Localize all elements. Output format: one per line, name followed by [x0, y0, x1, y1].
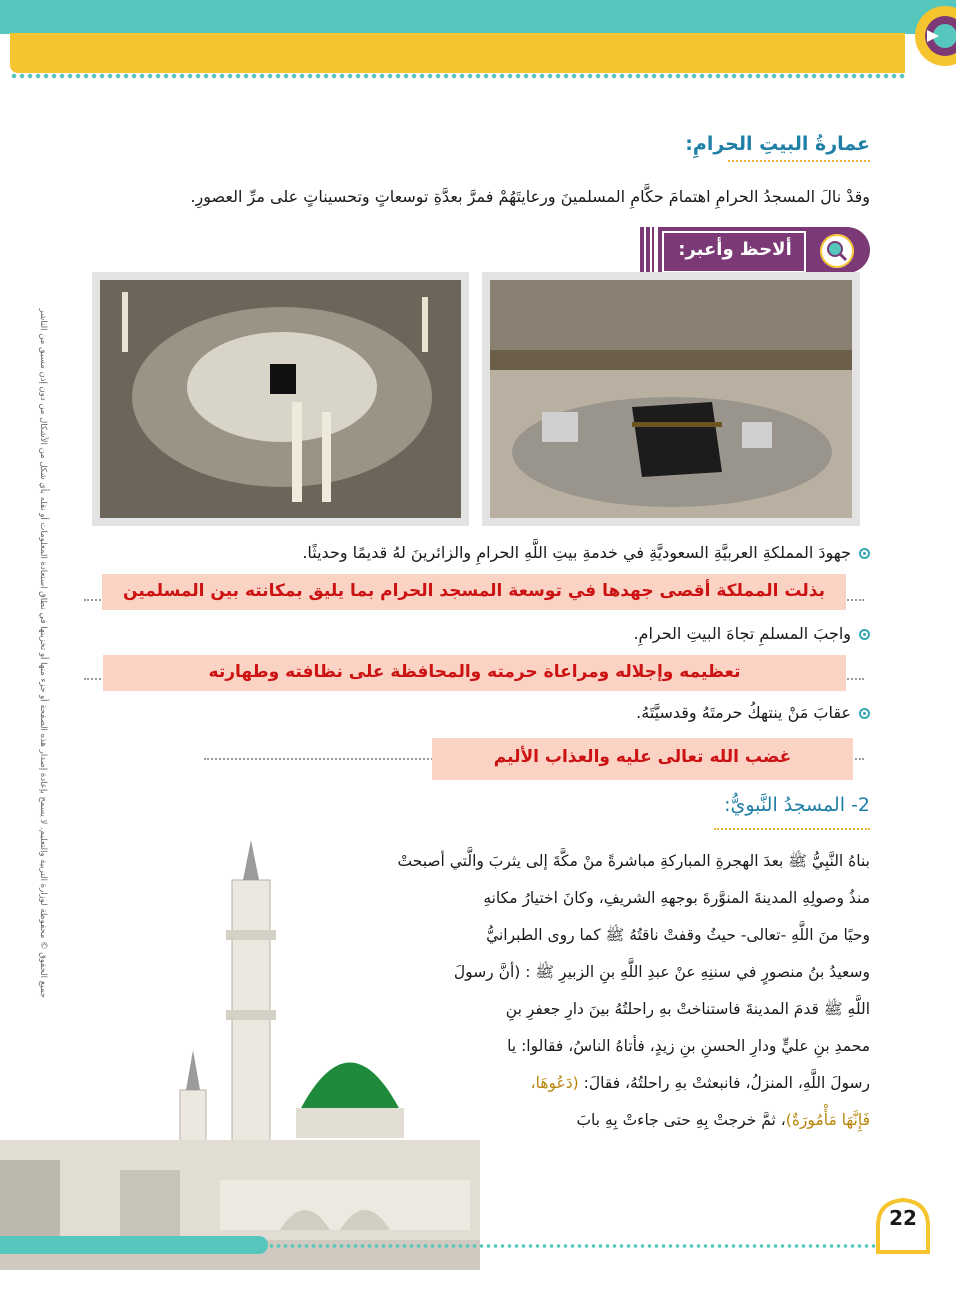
paragraph-line: اللَّهِ ﷺ قدمَ المدينةَ فاستناختْ بهِ راحلتُهُ بينَ دارِ جعفرِ بنِ — [505, 1000, 870, 1018]
bullet-text: عقابَ مَنْ ينتهكُ حرمتَهُ وقدسيَّتَهُ. — [636, 703, 851, 722]
page-number: 22 — [889, 1206, 917, 1230]
paragraph-line: وحيًا منَ اللَّهِ -تعالى- حيثُ وقفتْ ناقتُهُ ﷺ كما روى الطبرانيُّ — [486, 926, 870, 944]
answer-box: بذلت المملكة أقصى جهدها في توسعة المسجد الحرام بما يليق بمكانته بين المسلمين — [102, 574, 846, 610]
paragraph-text: رسولَ اللَّهِ، المنزلُ، فانبعثتْ بهِ راحلتُهُ، فقالَ: — [583, 1074, 870, 1092]
paragraph-line: منذُ وصولِهِ المدينةَ المنوَّرةَ بوجههِ الشريفِ، وكانَ اختيارُ مكانهِ — [483, 889, 870, 907]
paragraph-text: ، ثمَّ خرجتْ بِهِ حتى جاءتْ بِهِ بابَ — [576, 1111, 786, 1129]
intro-paragraph: وقدْ نالَ المسجدُ الحرامِ اهتمامَ حكَّامِ المسلمينَ ورعايتَهُمْ فمرَّ بعدَّةِ توسعاتٍ وتحسيناتٍ على مرِّ العصورِ. — [190, 187, 870, 206]
bullet-circle-icon — [859, 708, 870, 719]
paragraph-line: وسعيدُ بنُ منصورٍ في سننِهِ عنْ عبدِ اللَّهِ بنِ الزبيرِ ﷺ : (أنَّ رسولَ — [453, 963, 870, 981]
kaaba-modern-photo — [92, 272, 469, 526]
header-teal-band — [0, 0, 956, 34]
header-yellow-band — [10, 33, 905, 73]
copyright-notice: جميع الحقوق © محفوظة لوزارة التربية والتعليم. لا يسمح بإعادة إصدار هذه الصفحة أو جزء منها أو تخزينها في نطاق استعادة المعلومات أو نقله بأي شكل من الأشكال من دون إذن مسبق من الناشر — [38, 308, 48, 998]
corner-rosette-icon — [905, 0, 956, 80]
bullet-item — [636, 703, 870, 722]
prophets-mosque-illustration — [0, 840, 480, 1270]
observe-label: ألاحظ وأعبر: — [678, 239, 792, 260]
subsection-title: 2- المسجدُ النَّبويُّ: — [724, 794, 870, 816]
footer-dot-border — [268, 1244, 880, 1248]
hadith-quote: فَإِنَّهَا مَأْمُورَةٌ) — [785, 1111, 870, 1129]
answer-box: غضب الله تعالى عليه والعذاب الأليم — [432, 738, 853, 780]
paragraph-line: محمدِ بنِ عليٍّ ودارِ الحسنِ بنِ زيدٍ، فأتاهُ الناسُ، فقالوا: يا — [507, 1037, 870, 1055]
observe-bar-stripe — [640, 227, 654, 273]
bullet-item — [302, 543, 870, 562]
hadith-quote: (دَعُوهَا، — [530, 1074, 579, 1092]
bullet-circle-icon — [859, 629, 870, 640]
answer-box: تعظيمه وإجلاله ومراعاة حرمته والمحافظة على نظافته وطهارته — [103, 655, 846, 691]
paragraph-line: بناهُ النَّبِيُّ ﷺ بعدَ الهجرةِ المباركةِ مباشرةً منْ مكَّةَ إلى يثربَ والَّتي أصبحتْ — [397, 852, 870, 870]
header-dot-border — [10, 73, 905, 79]
subsection-title-underline — [714, 828, 870, 830]
magnifier-icon — [820, 234, 854, 268]
section-title: عمارةُ البيتِ الحرامِ: — [685, 133, 870, 155]
kaaba-old-photo — [482, 272, 860, 526]
bullet-item — [633, 624, 870, 643]
bullet-text: واجبَ المسلمِ تجاهَ البيتِ الحرامِ. — [633, 624, 851, 643]
bullet-text: جهودَ المملكةِ العربيَّةِ السعوديَّةِ في خدمةِ بيتِ اللَّهِ الحرامِ والزائرينَ لهُ قديمًا وحديثًا. — [302, 543, 851, 562]
footer-teal-bar — [0, 1236, 268, 1254]
bullet-circle-icon — [859, 548, 870, 559]
section-title-underline — [728, 160, 870, 162]
